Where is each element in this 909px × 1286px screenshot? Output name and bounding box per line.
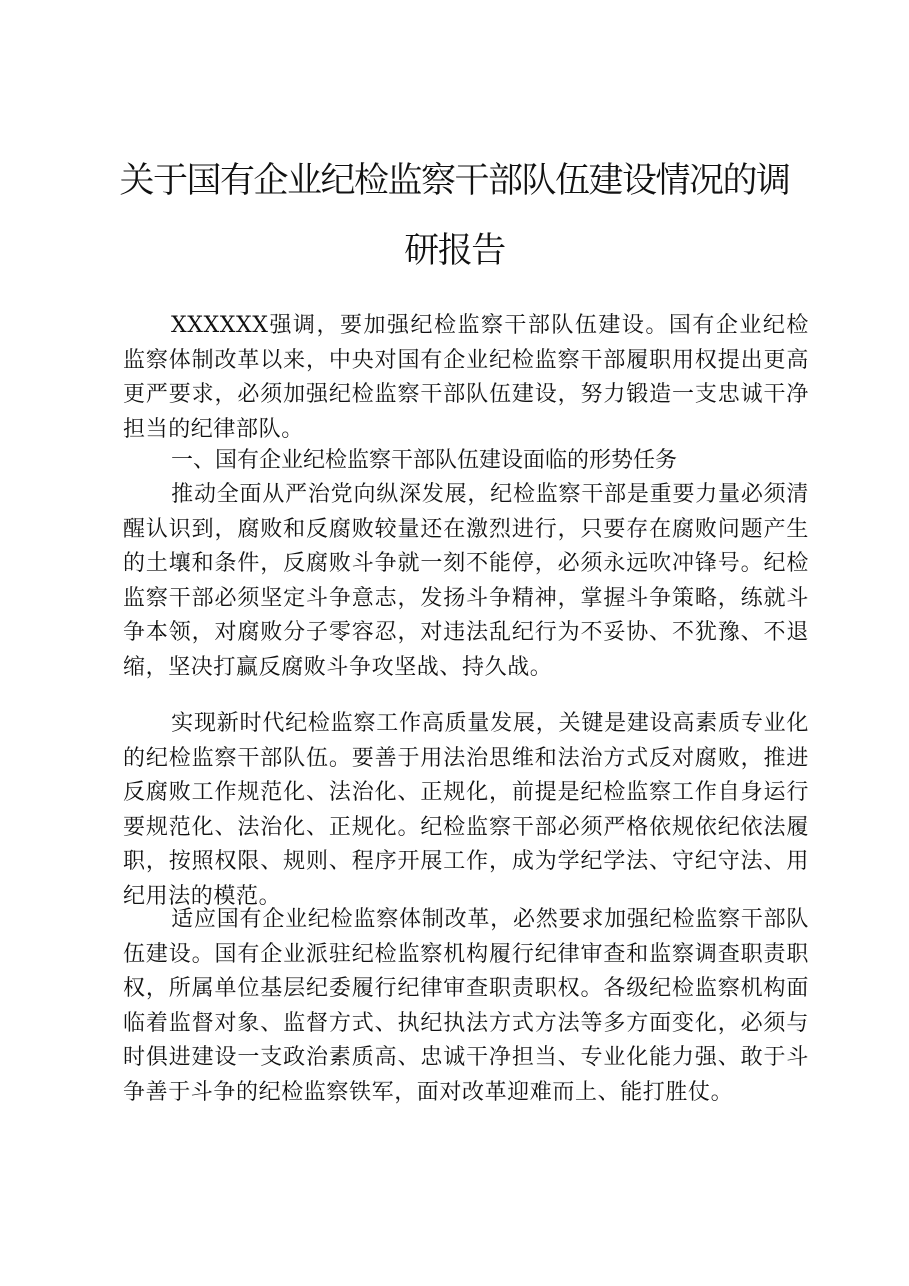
body-paragraph-1	[123, 478, 809, 686]
intro-text: XXXXXX强调，要加强纪检监察干部队伍建设。国有企业纪检监察体制改革以来，中央对国有企业纪检监察干部履职用权提出更高更严要求，必须加强纪检监察干部队伍建设，努力锻造一支忠诚干净担当的纪律部队。	[123, 313, 809, 442]
section-heading-text: 一、国有企业纪检监察干部队伍建设面临的形势任务	[171, 448, 678, 473]
document-title-line-2: 研报告	[404, 231, 505, 271]
intro-paragraph	[123, 309, 809, 447]
section-heading	[123, 444, 809, 479]
paragraph-1-text: 推动全面从严治党向纵深发展，纪检监察干部是重要力量必须清醒认识到，腐败和反腐败较量还在激烈进行，只要存在腐败问题产生的土壤和条件，反腐败斗争就一刻不能停，必须永远吹冲锋号。纪检监察干部必须坚定斗争意志，发扬斗争精神，掌握斗争策略，练就斗争本领，对腐败分子零容忍，对违法乱纪行为不妥协、不犹豫、不退缩，坚决打赢反腐败斗争攻坚战、持久战。	[123, 482, 809, 680]
paragraph-3-text: 适应国有企业纪检监察体制改革，必然要求加强纪检监察干部队伍建设。国有企业派驻纪检监察机构履行纪律审查和监察调查职责职权，所属单位基层纪委履行纪律审查职责职权。各级纪检监察机构面临着监督对象、监督方式、执纪执法方式方法等多方面变化，必须与时俱进建设一支政治素质高、忠诚干净担当、专业化能力强、敢于斗争善于斗争的纪检监察铁军，面对改革迎难而上、能打胜仗。	[123, 907, 809, 1105]
paragraph-2-text: 实现新时代纪检监察工作高质量发展，关键是建设高素质专业化的纪检监察干部队伍。要善于用法治思维和法治方式反对腐败，推进反腐败工作规范化、法治化、正规化，前提是纪检监察工作自身运行要规范化、法治化、正规化。纪检监察干部必须严格依规依纪依法履职，按照权限、规则、程序开展工作，成为学纪学法、守纪守法、用纪用法的模范。	[123, 711, 809, 909]
body-paragraph-3	[123, 903, 809, 1111]
body-paragraph-2	[123, 707, 809, 915]
document-title-line-1: 关于国有企业纪检监察干部队伍建设情况的调	[119, 161, 790, 201]
